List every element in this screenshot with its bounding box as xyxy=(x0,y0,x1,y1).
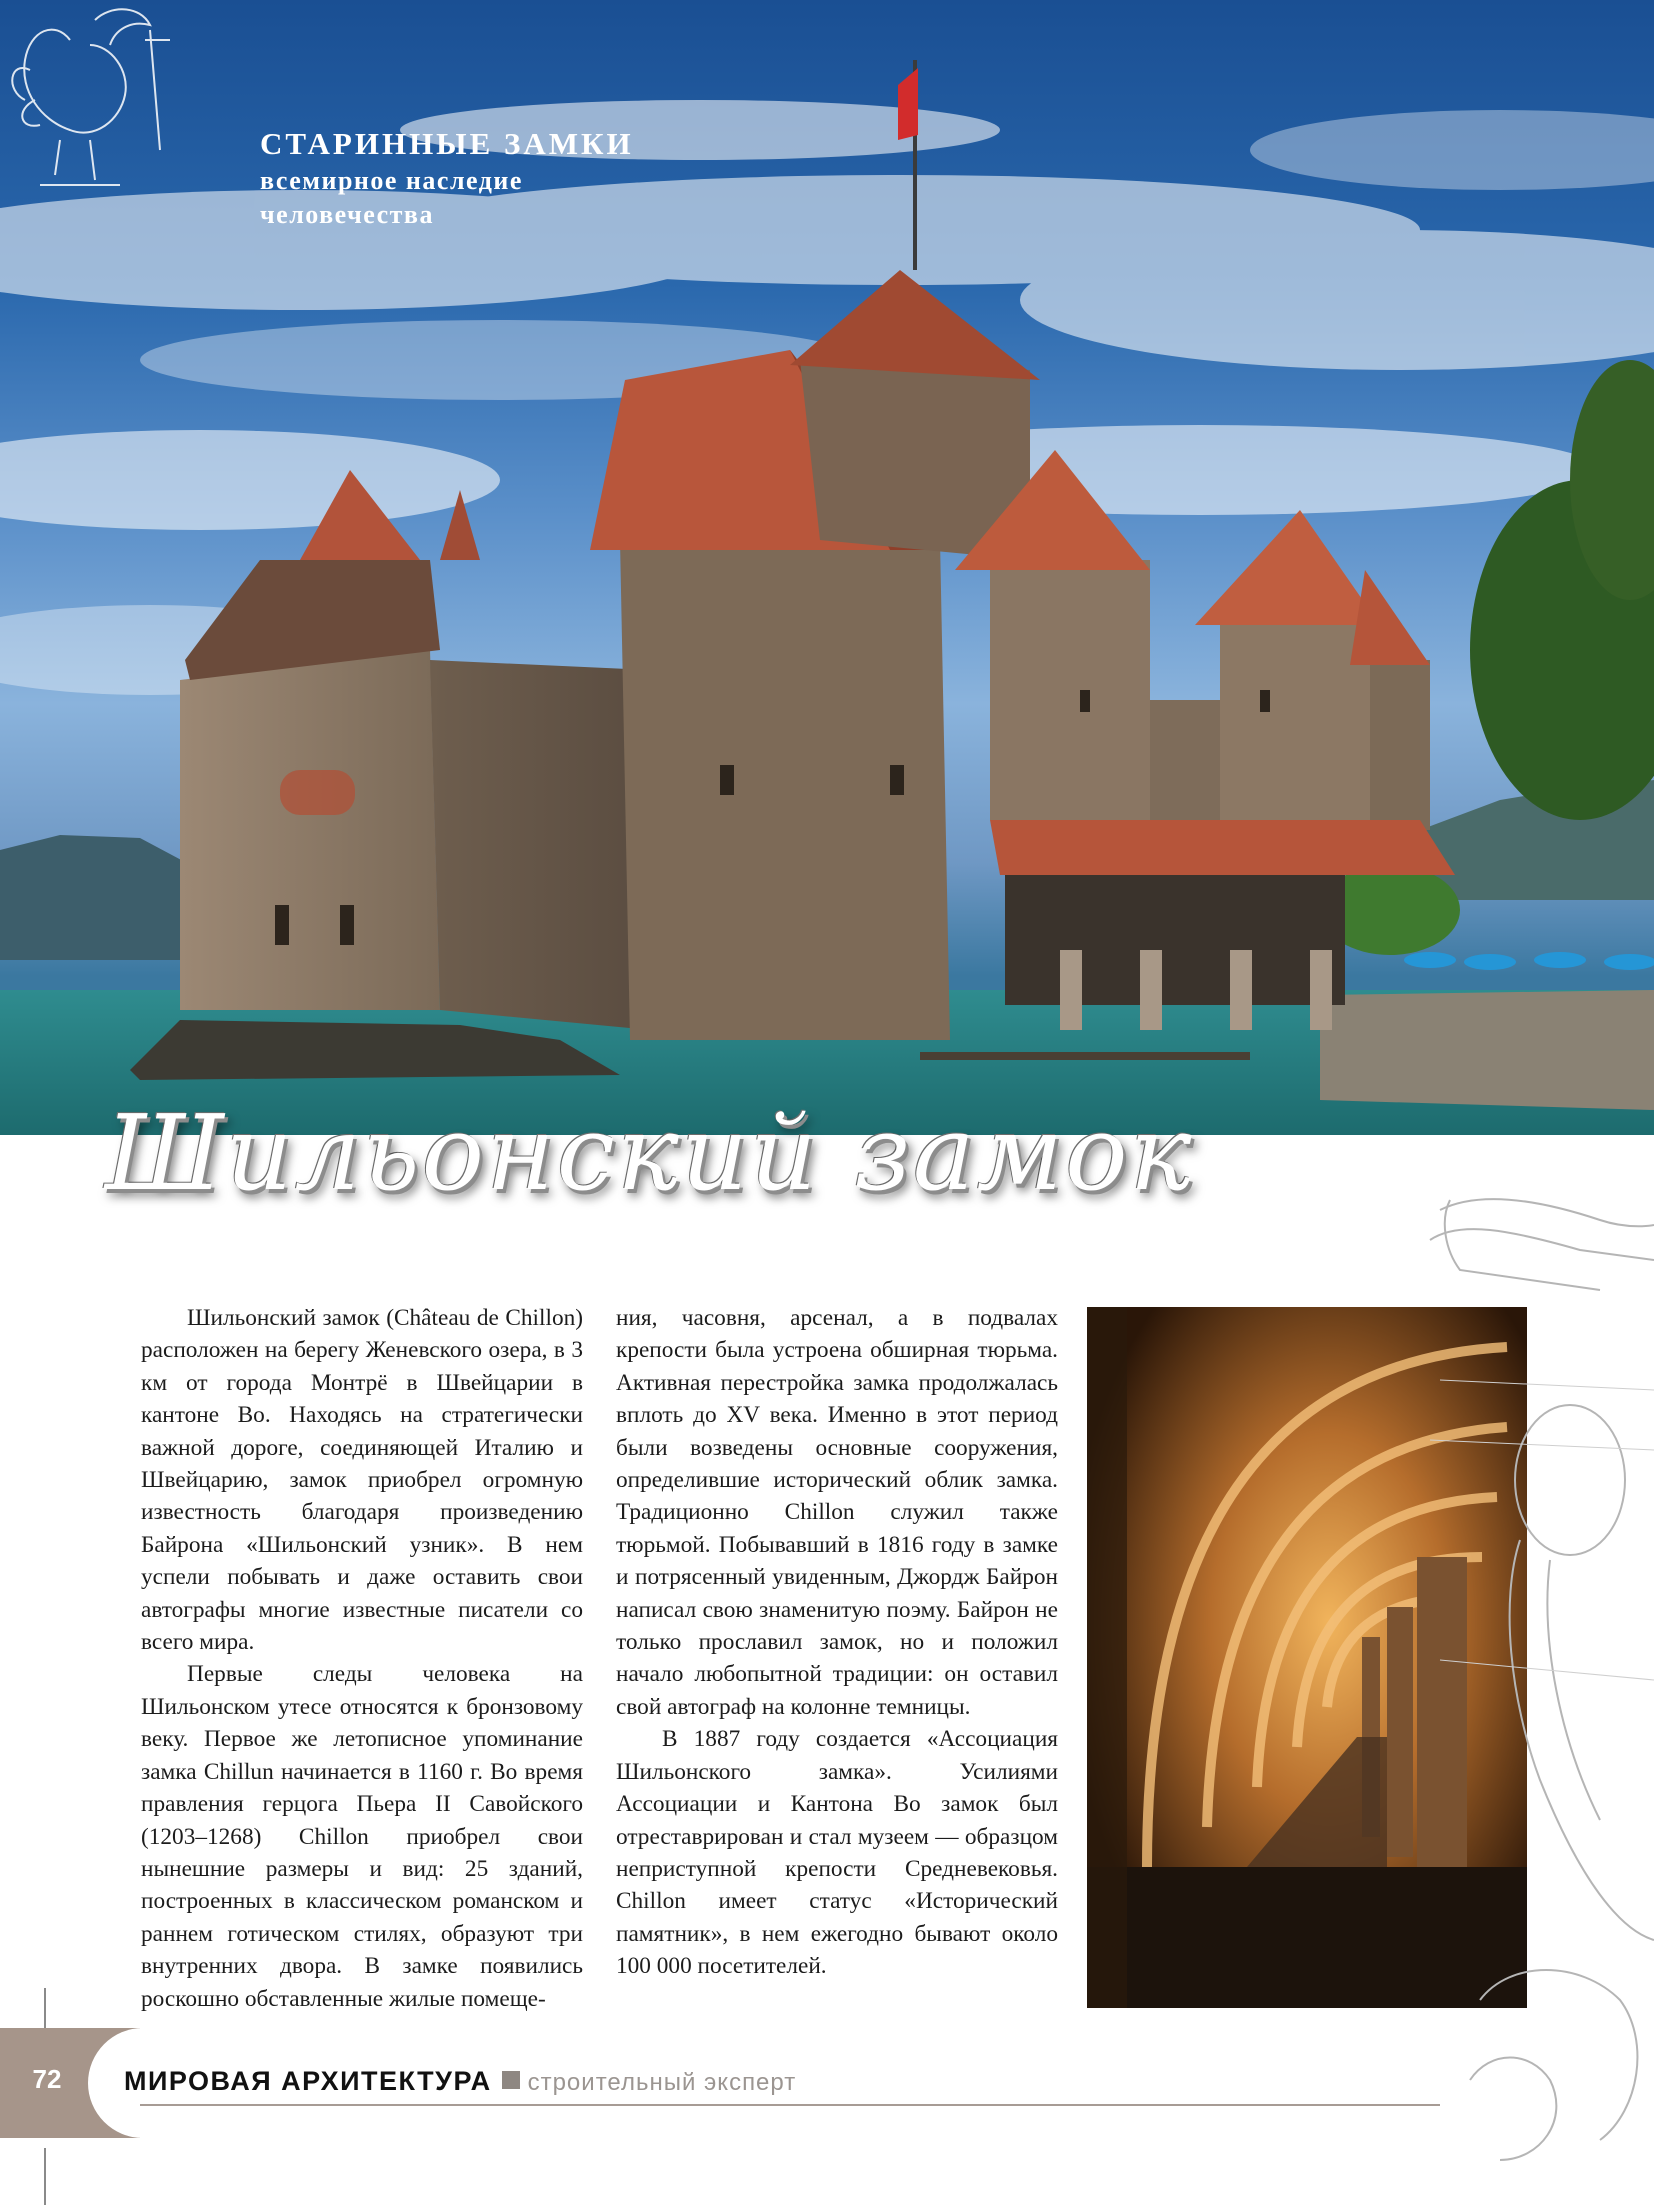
running-footer xyxy=(124,2066,796,2097)
article-title: Шильонский замок xyxy=(105,1092,1194,1214)
paragraph: Первые следы человека на Шильонском утесе относятся к бронзовому веку. Первое же летописное упоминание замка Chillun начинается в 1160 г. Во время правления герцога Пьера II Савойского (1203–1268) Chillon приобрел свои нынешние размеры и вид: 25 зданий, построенных в классическом романском и раннем готическом стилях, образуют три внутренних двора. В замке появились роскошно обставленные жилые помеще- xyxy=(141,1661,583,2012)
series-subtitle-1: всемирное наследие xyxy=(260,166,523,195)
magazine-subtitle: строительный эксперт xyxy=(527,2069,797,2096)
paragraph: ния, часовня, арсенал, а в подвалах крепости была устроена обширная тюрьма. Активная перестройка замка продолжалась вплоть до XV века. Именно в этот период были возведены основные сооружения, определившие исторический облик замка. Традиционно Chillon служил также тюрьмой. Побывавший в 1816 году в замке и потрясенный увиденным, Джордж Байрон написал свою знаменитую поэму. Байрон не только прославил замок, но и положил начало любопытной традиции: он оставил свой автограф на колонне темницы. xyxy=(616,1305,1058,1720)
decorative-engraving xyxy=(1420,1180,1654,2205)
griffin-emblem-icon xyxy=(0,0,180,200)
square-bullet-icon xyxy=(502,2071,520,2089)
series-subtitle-2: человечества xyxy=(260,200,434,229)
page-number: 72 xyxy=(32,2064,62,2094)
crop-mark xyxy=(44,1988,46,2028)
series-kicker xyxy=(260,126,634,230)
crop-mark xyxy=(44,2148,46,2205)
paragraph: В 1887 году создается «Ассоциация Шильонского замка». Усилиями Ассоциации и Кантона Во замок был отреставрирован и стал музеем — образцом неприступной крепости Средневековья. Chillon имеет статус «Исторический памятник», в нем ежегодно бывают около 100 000 посетителей. xyxy=(616,1726,1058,1980)
paragraph: Шильонский замок (Château de Chillon) расположен на берегу Женевского озера, в 3 км от города Монтрё в Швейцарии в кантоне Во. Находясь на стратегически важной дороге, соединяющей Италию и Швейцарию, замок приобрел огромную известность благодаря произведению Байрона «Шильонский узник». В нем успели побывать и даже оставить свои автографы многие известные писатели со всего мира. xyxy=(141,1305,583,1656)
magazine-name: МИРОВАЯ АРХИТЕКТУРА xyxy=(124,2066,492,2096)
footer-rule xyxy=(140,2104,1440,2106)
text-column-1 xyxy=(141,1302,583,2015)
text-column-2 xyxy=(616,1302,1058,1983)
series-title: СТАРИННЫЕ ЗАМКИ xyxy=(260,126,634,161)
